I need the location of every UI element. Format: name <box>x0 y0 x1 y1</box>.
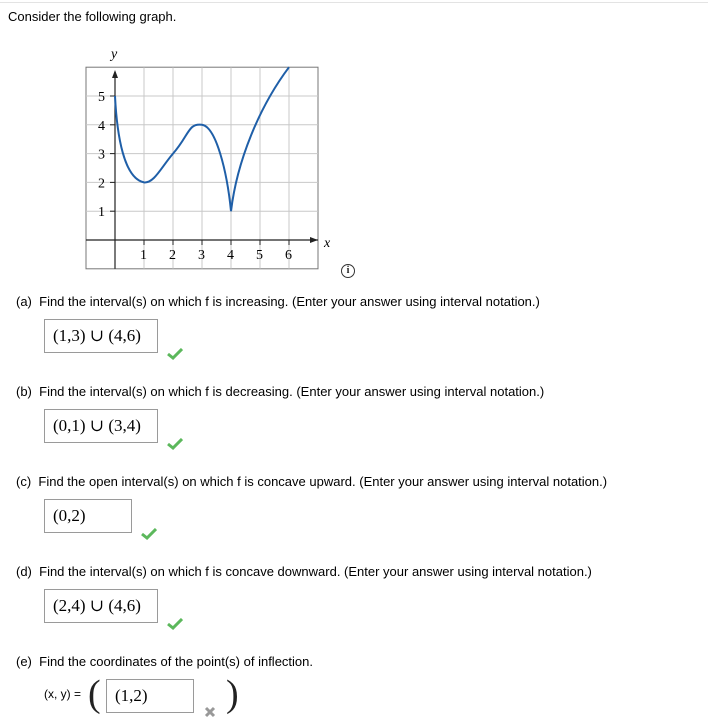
question-d: (d) Find the interval(s) on which f is concave downward. (Enter your answer using interval notation.) <box>16 564 592 579</box>
intro-text: Consider the following graph. <box>8 9 177 24</box>
answer-input-a[interactable]: (1,3) ∪ (4,6) <box>44 319 158 353</box>
x-tick-label: 4 <box>227 248 234 263</box>
close-paren: ) <box>226 673 239 715</box>
answer-input-b[interactable]: (0,1) ∪ (3,4) <box>44 409 158 443</box>
y-tick-label: 4 <box>98 118 105 134</box>
check-icon <box>167 618 183 630</box>
x-axis-arrow <box>310 237 318 243</box>
x-tick-label: 2 <box>169 248 176 263</box>
x-tick-label: 3 <box>198 248 205 263</box>
check-icon <box>167 348 183 360</box>
check-icon <box>141 528 157 540</box>
x-tick-label: 6 <box>285 248 292 263</box>
info-icon[interactable]: i <box>341 264 355 278</box>
y-tick-label: 5 <box>98 90 105 105</box>
y-tick-label: 1 <box>98 205 105 221</box>
question-b: (b) Find the interval(s) on which f is decreasing. (Enter your answer using interval notation.) <box>16 384 545 399</box>
answer-input-c[interactable]: (0,2) <box>44 499 132 533</box>
x-axis-label: x <box>324 236 331 251</box>
x-tick-label: 1 <box>140 248 147 263</box>
check-icon <box>167 438 183 450</box>
question-e: (e) Find the coordinates of the point(s) of inflection. <box>16 654 314 669</box>
y-tick-label: 3 <box>98 147 105 163</box>
x-mark-icon <box>204 706 216 718</box>
question-c: (c) Find the open interval(s) on which f is concave upward. (Enter your answer using interval notation.) <box>16 474 608 489</box>
y-tick-label: 2 <box>98 176 105 192</box>
answer-input-d[interactable]: (2,4) ∪ (4,6) <box>44 589 158 623</box>
open-paren: ( <box>88 673 101 715</box>
x-tick-label: 5 <box>256 248 263 263</box>
y-axis-label: y <box>111 47 118 62</box>
function-graph <box>0 0 708 280</box>
question-a: (a) Find the interval(s) on which f is increasing. (Enter your answer using interval notation.) <box>16 294 540 309</box>
answer-input-e[interactable]: (1,2) <box>106 679 194 713</box>
point-prefix-label: (x, y) = <box>44 687 82 701</box>
y-axis-arrow <box>112 70 118 78</box>
